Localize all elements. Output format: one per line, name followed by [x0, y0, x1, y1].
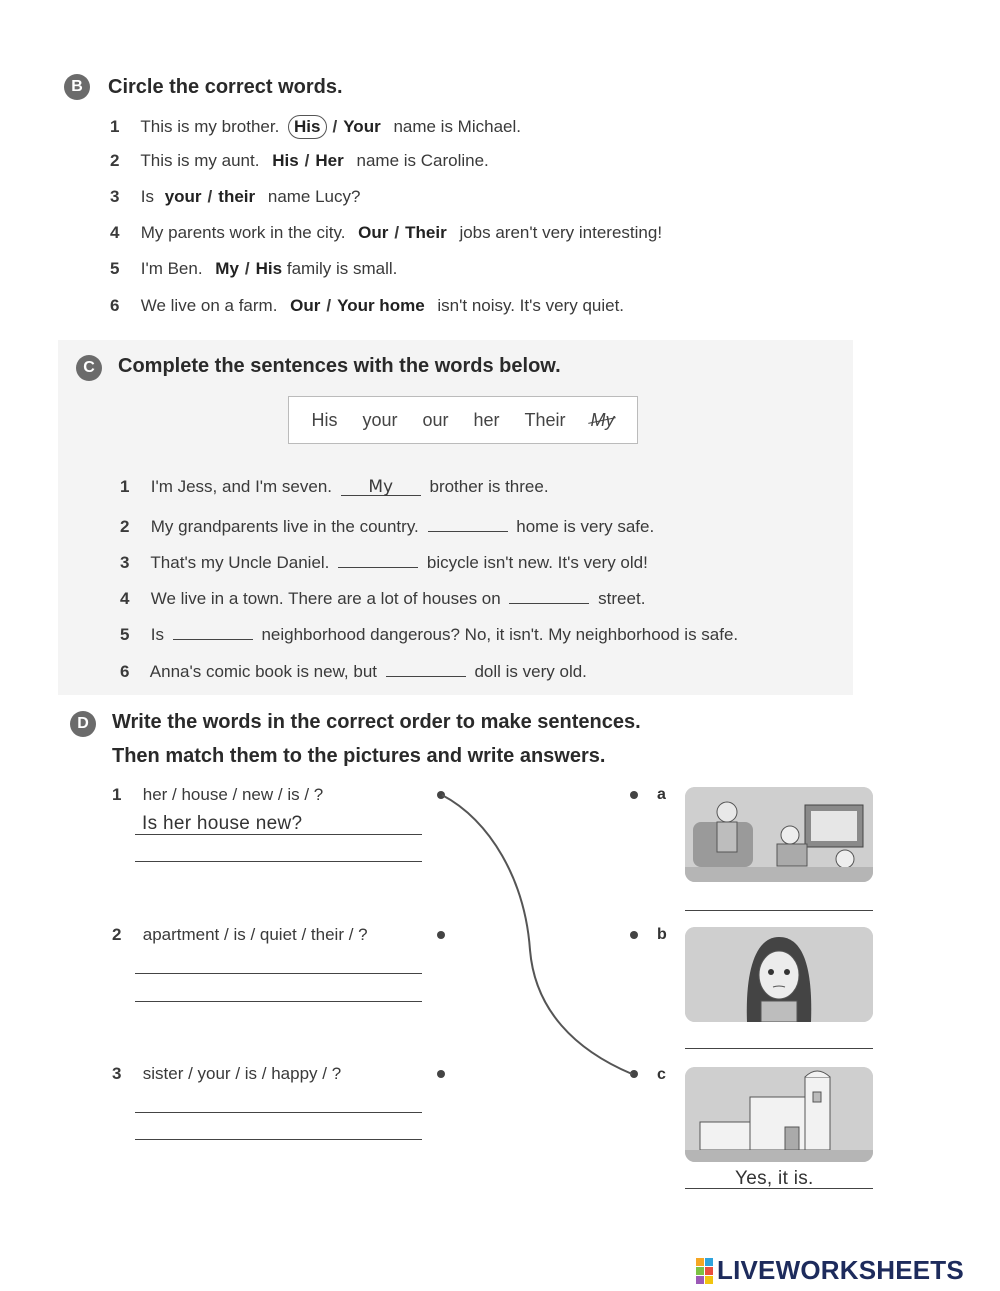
item-text: That's my Uncle Daniel. — [150, 553, 330, 572]
option[interactable]: Your home — [337, 296, 425, 315]
word-bank-item: your — [362, 409, 398, 430]
section-c-badge: C — [76, 355, 102, 381]
scrambled-words: her / house / new / is / ? — [142, 785, 324, 804]
word-bank-item: Their — [524, 409, 566, 430]
word-bank-item-used: My — [590, 409, 615, 430]
answer-text: My — [368, 477, 394, 497]
item-number: 1 — [112, 785, 122, 804]
written-answer-c: Yes, it is. — [735, 1168, 814, 1189]
answer-line-b[interactable] — [685, 1048, 873, 1049]
option[interactable]: His — [255, 259, 283, 278]
item-text: Is — [140, 187, 154, 206]
item-text: Is — [150, 625, 164, 644]
item-text: isn't noisy. It's very quiet. — [437, 296, 625, 315]
item-number: 3 — [120, 553, 130, 572]
logo-tile — [705, 1258, 713, 1266]
section-d-badge: D — [70, 711, 96, 737]
option[interactable]: Your — [343, 117, 381, 136]
option[interactable]: Her — [315, 151, 344, 170]
answer-line-c[interactable] — [685, 1188, 873, 1189]
item-number: 1 — [120, 477, 130, 496]
liveworksheets-brand — [696, 1255, 964, 1286]
logo-tile — [696, 1258, 704, 1266]
item-text: name is Caroline. — [356, 151, 489, 170]
item-text: Anna's comic book is new, but — [149, 662, 377, 681]
item-text: This is my brother. — [140, 117, 280, 136]
item-text: We live on a farm. — [140, 296, 278, 315]
option[interactable]: your — [164, 187, 202, 206]
item-text: brother is three. — [429, 477, 549, 496]
item-number: 4 — [110, 223, 120, 242]
section-b-title: Circle the correct words. — [108, 76, 343, 98]
item-text: family is small. — [286, 259, 398, 278]
logo-tile — [705, 1267, 713, 1275]
item-text: This is my aunt. — [140, 151, 260, 170]
liveworksheets-logo-icon — [696, 1258, 713, 1284]
option[interactable]: Our — [358, 223, 389, 242]
scrambled-words: sister / your / is / happy / ? — [142, 1064, 342, 1083]
item-text: I'm Ben. — [140, 259, 203, 278]
item-number: 2 — [120, 517, 130, 536]
section-d-title-line-2: Then match them to the pictures and write answers. — [112, 745, 606, 767]
picture-letter-c: c — [657, 1066, 666, 1083]
item-text: name Lucy? — [267, 187, 361, 206]
option[interactable]: Their — [405, 223, 447, 242]
answer-line-a[interactable] — [685, 910, 873, 911]
item-number: 5 — [110, 259, 120, 278]
girl-illustration — [685, 927, 873, 1022]
picture-letter-a: a — [657, 786, 666, 803]
item-text: jobs aren't very interesting! — [459, 223, 663, 242]
logo-tile — [696, 1267, 704, 1275]
slash: / — [207, 187, 213, 206]
item-text: name is Michael. — [393, 117, 521, 136]
option[interactable]: My — [215, 259, 239, 278]
item-number: 6 — [110, 296, 120, 315]
item-number: 6 — [120, 662, 130, 681]
item-number: 3 — [110, 187, 120, 206]
option[interactable]: His — [272, 151, 299, 170]
section-c-title: Complete the sentences with the words below. — [118, 355, 561, 377]
slash: / — [244, 259, 250, 278]
item-number: 2 — [112, 925, 122, 944]
item-text: bicycle isn't new. It's very old! — [426, 553, 648, 572]
scrambled-words: apartment / is / quiet / their / ? — [142, 925, 368, 944]
item-text: My grandparents live in the country. — [150, 517, 419, 536]
slash: / — [326, 296, 332, 315]
item-text: street. — [598, 589, 646, 608]
item-text: We live in a town. There are a lot of houses on — [150, 589, 501, 608]
item-text: home is very safe. — [516, 517, 655, 536]
item-text: doll is very old. — [474, 662, 587, 681]
written-answer: Is her house new? — [142, 813, 303, 834]
family-tv-illustration — [685, 787, 873, 882]
option-circled[interactable]: His — [288, 115, 326, 139]
item-number: 3 — [112, 1064, 122, 1083]
item-text: My parents work in the city. — [140, 223, 346, 242]
item-number: 2 — [110, 151, 120, 170]
house-illustration — [685, 1067, 873, 1162]
option[interactable]: their — [218, 187, 256, 206]
item-text: neighborhood dangerous? No, it isn't. My neighborhood is safe. — [261, 625, 739, 644]
picture-letter-b: b — [657, 926, 667, 943]
picture-a-family-watching-tv — [685, 787, 873, 882]
slash: / — [394, 223, 400, 242]
item-text: I'm Jess, and I'm seven. — [150, 477, 333, 496]
word-bank-item: our — [422, 409, 449, 430]
word-bank-item: His — [311, 409, 338, 430]
word-bank-item: her — [473, 409, 500, 430]
item-number: 5 — [120, 625, 130, 644]
slash: / — [332, 117, 338, 136]
item-number: 1 — [110, 117, 120, 136]
section-d-title-line-1: Write the words in the correct order to make sentences. — [112, 711, 641, 733]
brand-name: LIVEWORKSHEETS — [717, 1255, 964, 1285]
option[interactable]: Our — [290, 296, 321, 315]
logo-tile — [696, 1276, 704, 1284]
picture-b-girl-portrait — [685, 927, 873, 1022]
section-b-badge: B — [64, 74, 90, 100]
logo-tile — [705, 1276, 713, 1284]
slash: / — [304, 151, 310, 170]
picture-c-house — [685, 1067, 873, 1162]
item-number: 4 — [120, 589, 130, 608]
